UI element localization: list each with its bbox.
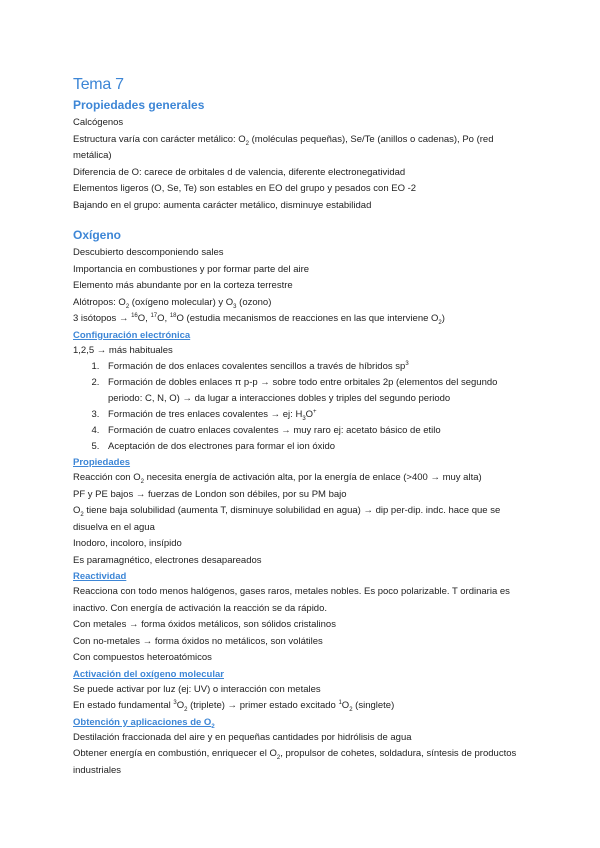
subheading-activacion: Activación del oxígeno molecular (73, 668, 224, 680)
numbered-list (73, 359, 533, 455)
text-line: Bajando en el grupo: aumenta carácter metálico, disminuye estabilidad (73, 199, 372, 211)
text-line: Calcógenos (73, 117, 124, 128)
text-line: Diferencia de O: carece de orbitales d de valencia, diferente electronegatividad (73, 166, 406, 178)
text-line: Alótropos: $O_2$ (oxígeno molecular) y $O_3$ (ozono) (73, 296, 272, 310)
document-page (73, 76, 533, 779)
heading-propiedades-generales: Propiedades generales (73, 98, 205, 112)
text-line: Es paramagnético, electrones desapareados (73, 554, 262, 566)
text-line: 3 isótopos → $^{16}$O, $^{17}$O, $^{18}$O (estudia mecanismos de reacciones en las que interviene $O_2$) (73, 312, 445, 326)
heading-oxigeno: Oxígeno (73, 228, 122, 242)
text-line: Elementos ligeros (O, Se, Te) son estables en EO del grupo y pesados con EO -2 (73, 183, 417, 194)
text-line: $O_2$ tiene baja solubilidad (aumenta T, disminuye solubilidad en agua) → dip per-dip. indc. hace que se disuelva en el agua (73, 505, 501, 533)
text-line: Con no-metales → forma óxidos no metálicos, son volátiles (73, 635, 323, 647)
page-title: Tema 7 (73, 76, 124, 93)
text-line: En estado fundamental $^3O_2$ (triplete) → primer estado excitado $^1O_2$ (singlete) (73, 699, 395, 713)
text-line: Reacciona con todo menos halógenos, gases raros, metales nobles. Es poco polarizable. T ordinaria es inactivo. Con energía de activación la reacción se da rápido. (73, 586, 510, 614)
text-line: Elemento más abundante por en la corteza terrestre (73, 280, 293, 291)
text-line: 1,2,5 → más habituales (73, 344, 173, 356)
subheading-configuracion: Configuración electrónica (73, 329, 191, 341)
text-line: Con compuestos heteroatómicos (73, 652, 212, 663)
text-line: PF y PE bajos → fuerzas de London son débiles, por su PM bajo (73, 488, 347, 500)
list-item: 1. Formación de dos enlaces covalentes sencillos a través de híbridos $sp^3$ (102, 359, 533, 375)
subheading-obtencion: Obtención y aplicaciones de $O_2$ (73, 716, 215, 730)
text-line: Destilación fraccionada del aire y en pequeñas cantidades por hidrólisis de agua (73, 731, 412, 743)
list-item: 2. Formación de dobles enlaces π p-p → sobre todo entre orbitales 2p (elementos del segundo periodo: C, N, O) → da lugar a interacciones dobles y triples del segundo periodo (102, 375, 533, 407)
text-line: Obtener energía en combustión, enriquecer el $O_2$, propulsor de cohetes, soldadura, síntesis de productos industriales (73, 748, 517, 776)
list-item: 5. Aceptación de dos electrones para formar el ion óxido (102, 439, 533, 455)
text-line: Descubierto descomponiendo sales (73, 247, 224, 258)
subheading-reactividad: Reactividad (73, 571, 127, 582)
text-line: Estructura varía con carácter metálico: $O_2$ (moléculas pequeñas), Se/Te (anillos o cadenas), Po (red metálica) (73, 133, 494, 161)
text-line: Con metales → forma óxidos metálicos, son sólidos cristalinos (73, 619, 336, 630)
text-line: Importancia en combustiones y por formar parte del aire (73, 263, 310, 275)
subheading-propiedades: Propiedades (73, 457, 131, 468)
list-item: 4. Formación de cuatro enlaces covalentes → muy raro ej: acetato básico de etilo (102, 423, 533, 439)
text-line: Reacción con $O_2$ necesita energía de activación alta, por la energía de enlace (>400 → muy alta) (73, 472, 482, 485)
list-item: 3. Formación de tres enlaces covalentes → ej: $H_3O^+$ (102, 407, 533, 423)
text-line: Inodoro, incoloro, insípido (73, 538, 182, 549)
text-line: Se puede activar por luz (ej: UV) o interacción con metales (73, 683, 321, 695)
